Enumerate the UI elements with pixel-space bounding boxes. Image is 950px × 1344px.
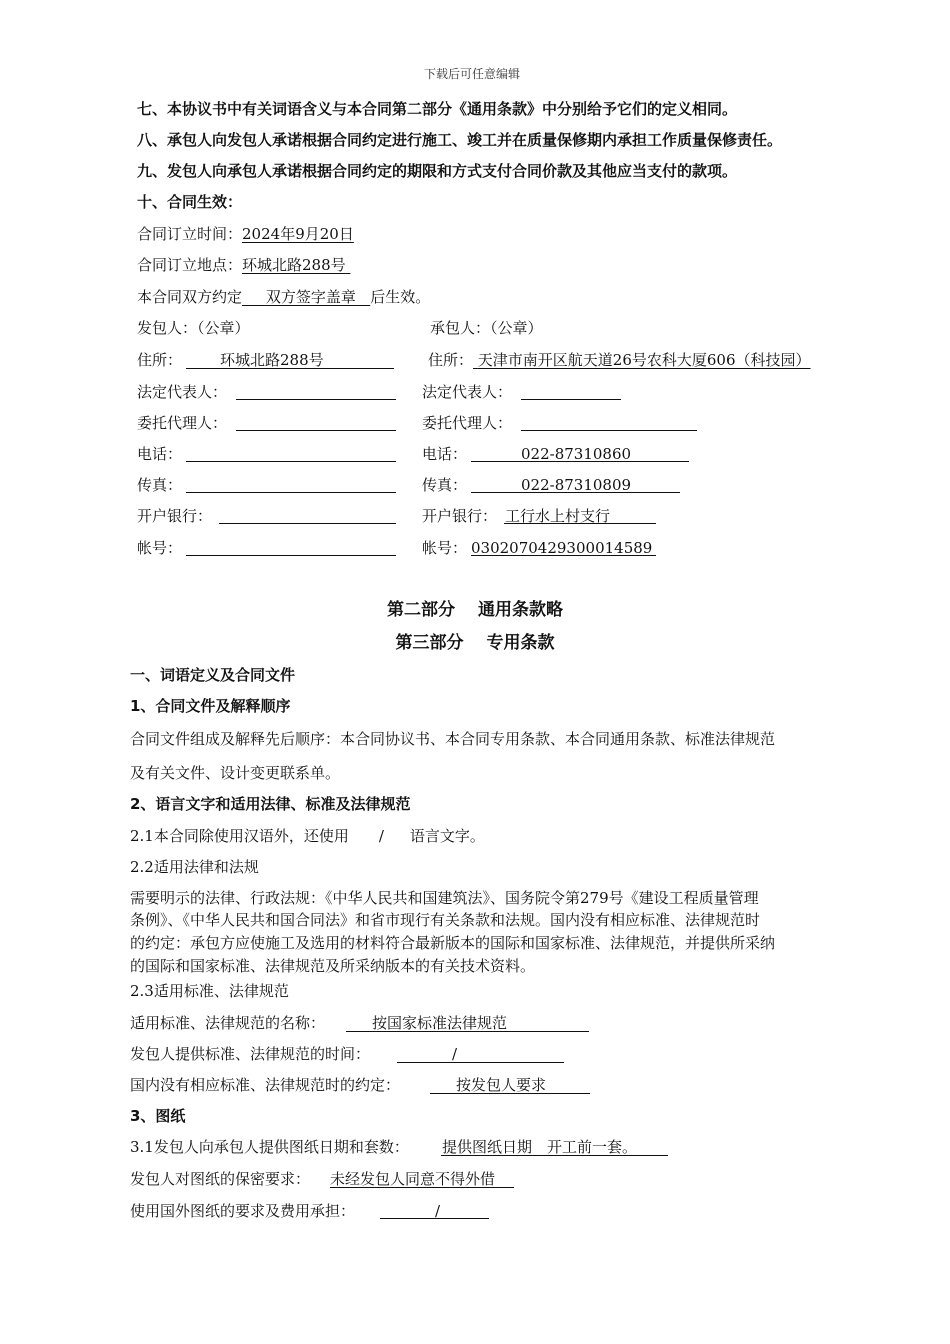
section-2-3-time-value: / xyxy=(452,1045,458,1063)
contractor-fax-label: 传真： xyxy=(422,476,468,494)
contractor-legal-rep-line xyxy=(521,399,621,400)
section-2-heading: 2、语言文字和适用法律、标准及法律规范 xyxy=(130,795,411,813)
employer-bank-label: 开户银行： xyxy=(137,507,213,525)
section-3-secret-value: 未经发包人同意不得外借 xyxy=(330,1170,496,1188)
section-2-1-suffix: 语言文字。 xyxy=(409,827,485,845)
contractor-title: 承包人：（公章） xyxy=(430,319,543,337)
employer-phone-label: 电话： xyxy=(137,445,183,463)
effect-row xyxy=(137,290,430,305)
part3-title: 第三部分 专用条款 xyxy=(395,633,555,653)
clause-7: 七、本协议书中有关词语含义与本合同第二部分《通用条款》中分别给予它们的定义相同。 xyxy=(137,100,738,118)
contractor-phone-label: 电话： xyxy=(422,445,468,463)
section-2-1-row xyxy=(130,829,485,844)
effect-value: 双方签字盖章 xyxy=(265,288,356,306)
effect-prefix: 本合同双方约定 xyxy=(137,288,243,306)
contractor-legal-rep-label: 法定代表人： xyxy=(422,383,513,401)
employer-legal-rep-line xyxy=(236,399,396,400)
section-2-3-none-value: 按发包人要求 xyxy=(456,1076,547,1094)
section-3-1-value: 提供图纸日期 开工前一套。 xyxy=(442,1138,638,1156)
contractor-agent-line xyxy=(521,430,697,431)
employer-account-label: 帐号： xyxy=(137,539,183,557)
section-2-3-heading: 2.3适用标准、法律规范 xyxy=(130,982,289,1000)
page-header: 下载后可任意编辑 xyxy=(424,67,521,81)
sign-place-value: 环城北路288号 xyxy=(242,256,346,274)
employer-agent-label: 委托代理人： xyxy=(137,414,228,432)
section-3-heading: 3、图纸 xyxy=(130,1107,186,1125)
section-2-3-none-label: 国内没有相应标准、法律规范时的约定： xyxy=(130,1076,401,1094)
section-2-2-p3: 的约定：承包方应使施工及选用的材料符合最新版本的国际和国家标准、法律规范，并提供所采纳 xyxy=(130,934,776,952)
employer-phone-line xyxy=(186,461,396,462)
section-2-1-value: / xyxy=(378,827,384,845)
contractor-account-label: 帐号： xyxy=(422,539,468,557)
contractor-agent-label: 委托代理人： xyxy=(422,414,513,432)
section-1-1-text-a: 合同文件组成及解释先后顺序：本合同协议书、本合同专用条款、本合同通用条款、标准法律规范 xyxy=(130,730,776,748)
employer-fax-label: 传真： xyxy=(137,476,183,494)
section-3-foreign-label: 使用国外图纸的要求及费用承担： xyxy=(130,1202,356,1220)
contractor-fax-value: 022-87310809 xyxy=(521,476,632,494)
contractor-bank-label: 开户银行： xyxy=(422,507,498,525)
effect-suffix: 后生效。 xyxy=(370,288,431,306)
section-3-foreign-value: / xyxy=(435,1202,441,1220)
contractor-address-row xyxy=(428,353,811,368)
part2-title: 第二部分 通用条款略 xyxy=(387,600,563,620)
contractor-account-value: 0302070429300014589 xyxy=(471,539,653,557)
section-2-3-name-value: 按国家标准法律规范 xyxy=(372,1014,508,1032)
employer-agent-line xyxy=(236,430,396,431)
section-2-3-name-label: 适用标准、法律规范的名称： xyxy=(130,1014,326,1032)
section-2-1-prefix: 2.1本合同除使用汉语外，还使用 xyxy=(130,827,349,845)
sign-date-label: 合同订立时间： xyxy=(137,225,243,243)
sign-date-row xyxy=(137,227,354,242)
contractor-address-value: 天津市南开区航天道26号农科大厦606（科技园） xyxy=(477,351,811,369)
section-2-3-time-line xyxy=(397,1062,564,1063)
section-2-2-p4: 的国际和国家标准、法律规范及所采纳版本的有关技术资料。 xyxy=(130,957,536,975)
section-2-2-p1: 需要明示的法律、行政法规：《中华人民共和国建筑法》、国务院令第279号《建设工程质量管理 xyxy=(130,889,759,907)
contractor-phone-value: 022-87310860 xyxy=(521,445,632,463)
employer-account-line xyxy=(186,555,396,556)
section-3-secret-label: 发包人对图纸的保密要求： xyxy=(130,1170,311,1188)
clause-10: 十、合同生效： xyxy=(137,193,243,211)
clause-9: 九、发包人向承包人承诺根据合同约定的期限和方式支付合同价款及其他应当支付的款项。 xyxy=(137,162,738,180)
employer-address-label: 住所： xyxy=(137,351,183,369)
section-1-1-text-b: 及有关文件、设计变更联系单。 xyxy=(130,764,341,782)
section-3-1-label: 3.1发包人向承包人提供图纸日期和套数： xyxy=(130,1138,409,1156)
sign-place-label: 合同订立地点： xyxy=(137,256,243,274)
section-2-3-time-label: 发包人提供标准、法律规范的时间： xyxy=(130,1045,371,1063)
section-2-2-p2: 条例》、《中华人民共和国合同法》和省市现行有关条款和法规。国内没有相应标准、法律规范时 xyxy=(130,911,761,929)
section-1-heading: 一、词语定义及合同文件 xyxy=(130,666,296,684)
employer-fax-line xyxy=(186,492,396,493)
contractor-address-label: 住所： xyxy=(428,351,474,369)
sign-place-row xyxy=(137,258,350,273)
section-1-1-heading: 1、合同文件及解释顺序 xyxy=(130,697,291,715)
contractor-bank-value: 工行水上村支行 xyxy=(505,507,611,525)
sign-date-value: 2024年9月20日 xyxy=(242,225,354,243)
section-2-2-heading: 2.2适用法律和法规 xyxy=(130,858,259,876)
clause-8: 八、承包人向发包人承诺根据合同约定进行施工、竣工并在质量保修期内承担工作质量保修责任。 xyxy=(137,131,783,149)
employer-legal-rep-label: 法定代表人： xyxy=(137,383,228,401)
employer-bank-line xyxy=(219,523,396,524)
employer-title: 发包人：（公章） xyxy=(137,319,250,337)
employer-address-value: 环城北路288号 xyxy=(220,351,324,369)
